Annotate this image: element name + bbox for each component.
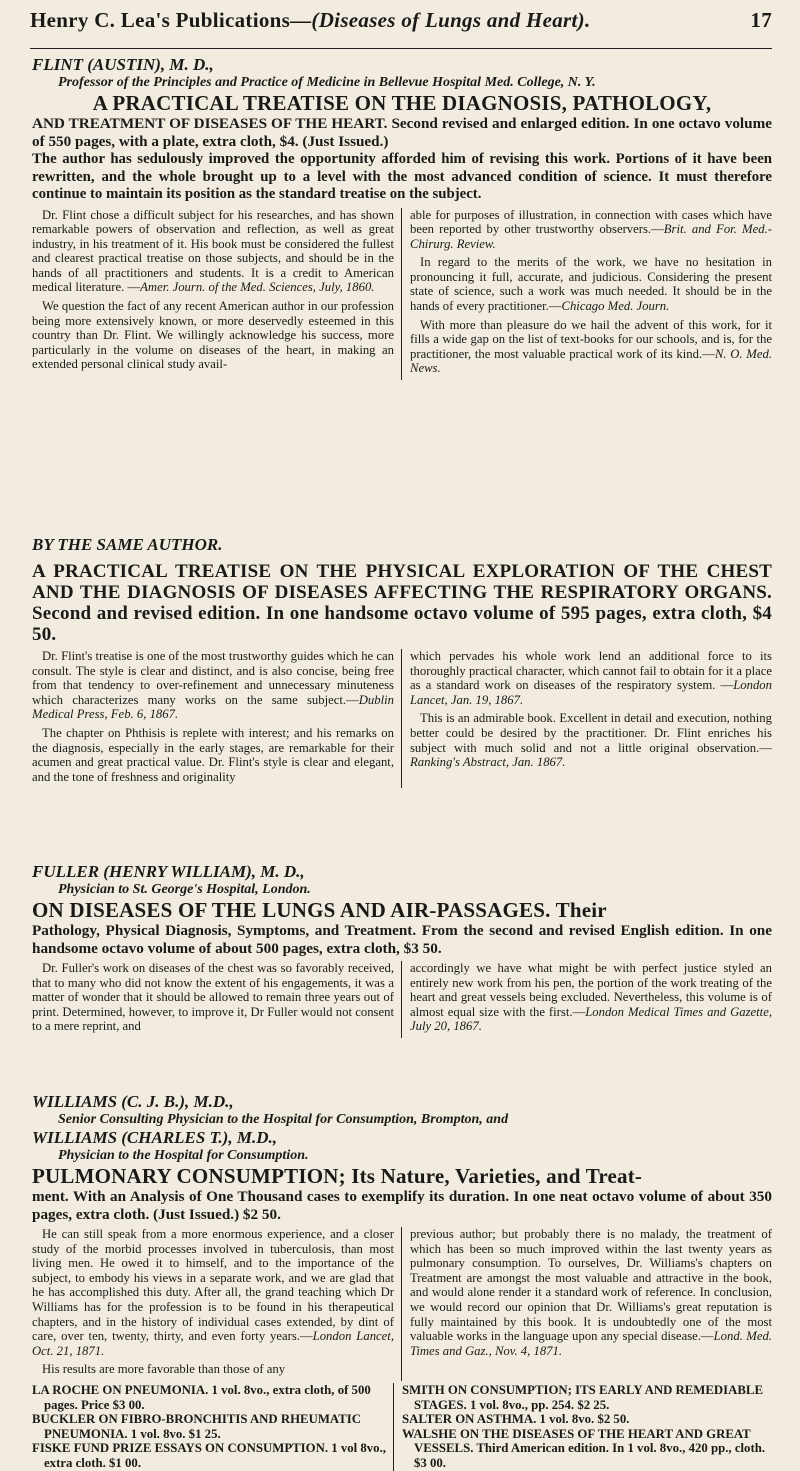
list-item: BUCKLER ON FIBRO-BRONCHITIS AND RHEUMATIC PNEUMONIA. 1 vol. 8vo. $1 25. — [32, 1412, 361, 1441]
review-source: London Lancet, Oct. 21, 1871. — [32, 1329, 394, 1358]
running-header — [30, 8, 772, 48]
entry-williams — [32, 1092, 772, 1381]
review-text: In regard to the merits of the work, we have no hesitation in pronouncing it full, accurate, and judicious. Considering the present state of science, such a work was much needed. It should be in the hands of every practitioner.— — [410, 255, 772, 314]
review-text: which pervades his whole work lend an additional force to its thoroughly practical character, which cannot fail to obtain for it a place as a standard work on diseases of the respiratory system. — — [410, 649, 772, 693]
entry-flint-heart — [32, 55, 772, 380]
book-subtitle: Pathology, Physical Diagnosis, Symptoms, and Treatment. From the second and revised English edition. In one handsome octavo volume of about 500 pages, extra cloth, $3 50. — [32, 922, 772, 957]
book-list-right — [394, 1383, 772, 1471]
review-text: With more than pleasure do we hail the advent of this work, for it fills a wide gap on the list of text-books for our schools, and is, for the practitioner, the most valuable practical work of its kind.— — [410, 317, 772, 361]
review-source: N. O. Med. News. — [410, 346, 772, 376]
author-heading: WILLIAMS (CHARLES T.), M.D., — [32, 1128, 277, 1147]
author-position: Senior Consulting Physician to the Hospital for Consumption, Brompton, and — [58, 1112, 509, 1127]
author-heading: FULLER (HENRY WILLIAM), M. D., — [32, 862, 305, 881]
review-text: We question the fact of any recent American author in our profession being more extensively known, or more deservedly esteemed in this country than Dr. Flint. We willingly acknowledge his success, more particularly in the volume on diseases of the heart, in making an extended personal clinical study avail- — [32, 299, 394, 372]
review-source: Dublin Medical Press, Feb. 6, 1867. — [32, 692, 394, 722]
review-source: Ranking's Abstract, Jan. 1867. — [410, 755, 566, 770]
book-subtitle: AND TREATMENT OF DISEASES OF THE HEART. Second revised and enlarged edition. In one octavo volume of 550 pages, with a plate, extra cloth, $4. (Just Issued.) — [32, 115, 772, 150]
review-column-right — [410, 208, 772, 381]
entry-fuller — [32, 862, 772, 1038]
review-column-left — [32, 208, 402, 381]
book-title: A PRACTICAL TREATISE ON THE PHYSICAL EXPLORATION OF THE CHEST AND THE DIAGNOSIS OF DISEASES AFFECTING THE RESPIRATORY ORGANS. Second and revised edition. In one handsome octavo volume of 595 pages, extra cloth, $4 50. — [32, 561, 772, 645]
review-text: Dr. Fuller's work on diseases of the chest was so favorably received, that to many who did not know the extent of his engagements, it was a matter of wonder that it should be allowed to remain three years out of print. Determined, however, to improve it, Dr Fuller would not consent to a mere reprint, and — [32, 961, 394, 1034]
review-column-right — [410, 649, 772, 788]
list-item: WALSHE ON THE DISEASES OF THE HEART AND GREAT VESSELS. Third American edition. In 1 vol. 8vo., 420 pp., cloth. $3 00. — [402, 1426, 766, 1470]
review-source: Chicago Med. Journ. — [561, 299, 670, 314]
entry-flint-chest — [32, 535, 772, 788]
review-columns — [32, 208, 772, 381]
book-title: PULMONARY CONSUMPTION; Its Nature, Varieties, and Treat- — [32, 1164, 643, 1188]
author-position: Physician to the Hospital for Consumption. — [58, 1148, 309, 1163]
book-list-left — [32, 1383, 394, 1471]
header-rule — [30, 48, 772, 49]
review-column-left — [32, 961, 402, 1038]
review-text: Dr. Flint's treatise is one of the most trustworthy guides which he can consult. The style is clear and distinct, and is also concise, being free from that tendency to over-refinement and unnecessary minuteness which characterizes many works on the same subject.— — [32, 649, 394, 707]
review-source: Amer. Journ. of the Med. Sciences, July, 1860. — [140, 280, 375, 295]
book-title: ON DISEASES OF THE LUNGS AND AIR-PASSAGES. Their — [32, 898, 607, 922]
book-title: A PRACTICAL TREATISE ON THE DIAGNOSIS, PATHOLOGY, — [92, 91, 712, 115]
review-text: accordingly we have what might be with perfect justice styled an entirely new work from his pen, the portion of the work treating of the heart and great vessels being excluded. Nevertheless, this volume is of almost equal size with the first.— — [410, 961, 772, 1019]
review-columns — [32, 649, 772, 788]
book-description: The author has sedulously improved the opportunity afforded him of revising this work. Portions of it have been rewritten, and the whole brought up to a level with the most advanced condition of science. It must therefore continue to maintain its position as the standard treatise on the subject. — [32, 151, 772, 202]
review-source: London Lancet, Jan. 19, 1867. — [410, 678, 772, 707]
author-heading: WILLIAMS (C. J. B.), M.D., — [32, 1092, 234, 1111]
list-item: LA ROCHE ON PNEUMONIA. 1 vol. 8vo., extra cloth, of 500 pages. Price $3 00. — [32, 1383, 371, 1412]
review-text: previous author; but probably there is no malady, the treatment of which has been so much improved within the last twenty years as pulmonary consumption. To ourselves, Dr. Williams's chapters on Treatment are amongst the most valuable and attractive in the book, and would alone render it a standard work of reference. In conclusion, we would record our opinion that Dr. Williams's great reputation is fully maintained by this book. It is undoubtedly one of the most valuable works in the language upon any special disease.— — [410, 1227, 772, 1344]
review-column-left — [32, 1227, 402, 1381]
author-position: Physician to St. George's Hospital, London. — [58, 882, 311, 897]
review-column-left — [32, 649, 402, 788]
review-source: London Medical Times and Gazette, July 20, 1867. — [410, 1004, 772, 1034]
book-list — [32, 1383, 772, 1471]
author-position: Professor of the Principles and Practice of Medicine in Bellevue Hospital Med. College, N. Y. — [58, 75, 596, 90]
review-columns — [32, 1227, 772, 1381]
review-text: able for purposes of illustration, in connection with cases which have been reported by other trustworthy observers.— — [410, 207, 772, 237]
review-source: Brit. and For. Med.-Chirurg. Review. — [410, 222, 772, 251]
review-source: Lond. Med. Times and Gaz., Nov. 4, 1871. — [410, 1329, 772, 1358]
list-item: SALTER ON ASTHMA. 1 vol. 8vo. $2 50. — [402, 1412, 630, 1427]
page-number: 17 — [750, 8, 772, 32]
review-text: The chapter on Phthisis is replete with interest; and his remarks on the diagnosis, especially in the early stages, are remarkable for their acumen and great practical value. Dr. Flint's style is clear and elegant, and the tone of freshness and originality — [32, 725, 394, 784]
list-item: FISKE FUND PRIZE ESSAYS ON CONSUMPTION. 1 vol 8vo., extra cloth. $1 00. — [32, 1441, 386, 1470]
review-columns — [32, 961, 772, 1038]
review-column-right — [410, 1227, 772, 1381]
list-item: SMITH ON CONSUMPTION; ITS EARLY AND REMEDIABLE STAGES. 1 vol. 8vo., pp. 254. $2 25. — [402, 1383, 763, 1412]
review-text: He can still speak from a more enormous experience, and a closer study of the morbid processes involved in tuberculosis, than most living men. He owed it to himself, and to the importance of the subject, to embody his views in a separate work, and we are glad that he has accomplished this duty. After all, the grand teaching which Dr Williams has for the profession is to be found in his therapeutical chapters, and in the history of individual cases extended, by dint of care, over ten, twenty, thirty, and even forty years.— — [32, 1227, 394, 1344]
review-text: Dr. Flint chose a difficult subject for his researches, and has shown remarkable powers of observation and reflection, as well as great industry, in his treatment of it. His book must be considered the fullest and clearest practical treatise on those subjects, and should be in the hands of all practitioners and students. It is a credit to American medical literature. — — [32, 207, 394, 295]
review-column-right — [410, 961, 772, 1038]
publisher-name: Henry C. Lea's Publications— — [30, 8, 312, 32]
by-same-author: BY THE SAME AUTHOR. — [32, 535, 223, 554]
author-heading: FLINT (AUSTIN), M. D., — [32, 55, 214, 74]
review-text: This is an admirable book. Excellent in detail and execution, nothing better could be desired by the practitioner. Dr. Flint enriches his subject with much solid and not a little original observation.— — [410, 711, 772, 755]
section-name: (Diseases of Lungs and Heart). — [311, 8, 591, 32]
review-text: His results are more favorable than those of any — [42, 1362, 286, 1377]
book-subtitle: ment. With an Analysis of One Thousand cases to exemplify its duration. In one neat octavo volume of about 350 pages, extra cloth. (Just Issued.) $2 50. — [32, 1188, 772, 1223]
